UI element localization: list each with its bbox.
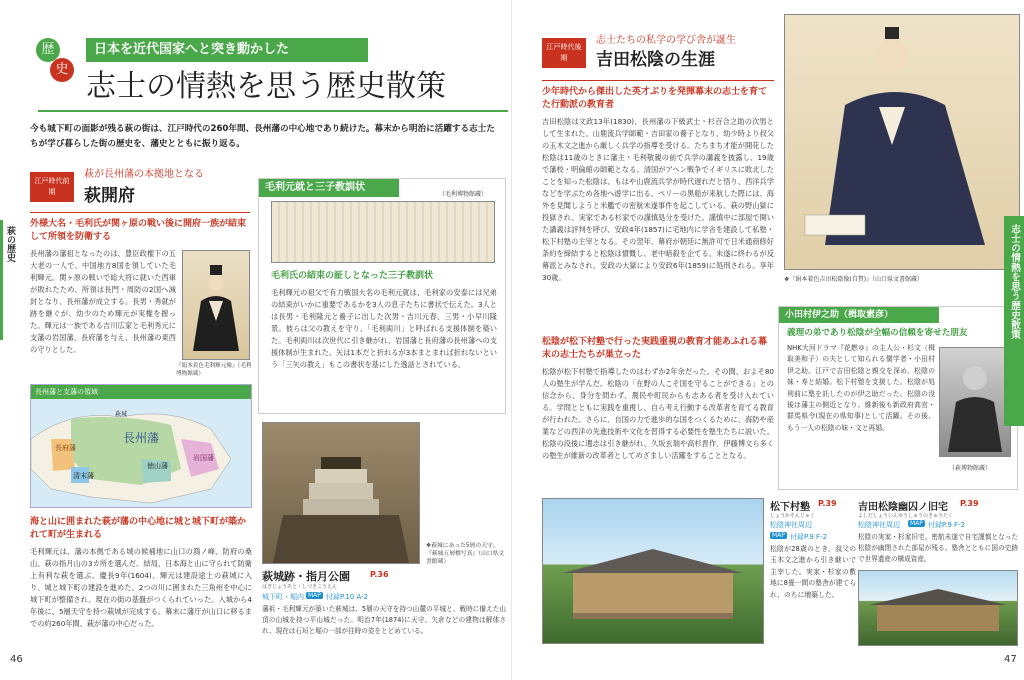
hagi-castle-photo bbox=[262, 422, 420, 564]
sonjuku-photo bbox=[542, 498, 764, 644]
domain-map bbox=[30, 384, 252, 508]
spot1-body: 松陰が28歳のとき、叔父の玉木文之進から引き継いで主宰した。実家・杉家の敷地に8畳一間の塾舎が建てられ、のちに増築した。 bbox=[770, 545, 856, 599]
section2-body: 毛利輝元は、藩の本拠である城の候補地に山口の鴻ノ峰、防府の桑山、萩の指月山の3カ所を選んだ。結局、日本海と山に守られて防衛上有利な萩を選ぶ。慶長9年(1604)、輝元は建設途上の萩城に入り、城と城下町の建設を進めた。2つの川に囲まれた三角州を中心に城下町が整備され、現在の街の基盤がつくられていった。入城から4年後に、5層天守を持つ萩城が完成する。幕末に藩庁が山口に移るまでの約260年間、萩が藩の中心だった。 bbox=[30, 547, 252, 628]
shoin-portrait bbox=[784, 14, 1020, 270]
kyokunjo-image bbox=[271, 201, 495, 263]
map-label-kiyosue: 清末藩 bbox=[73, 472, 94, 480]
spot1-map-pin: MAP bbox=[772, 532, 785, 539]
left-page-number: 46 bbox=[10, 654, 23, 665]
map-label-tokuyama: 徳山藩 bbox=[147, 462, 168, 470]
title-underline bbox=[38, 110, 508, 112]
map-title: 長州藩と支藩の領域 bbox=[31, 385, 251, 399]
section-body: 長州藩の藩祖となったのは、豊臣政権下の五大老の一人で、中国地方8国を領していた毛利輝元。関ヶ原の戦いで総大将に就いた西軍が敗れたため、所領は長門・周防の2国へ減封となり、長州藩が成立する。長男・秀就が跡を継ぐが、幼少のため輝元が実権を握った。輝元は一族である吉川広家と毛利秀元に支藩の岩国藩、長府藩を与え、長州藩の東西の守りとした。 bbox=[30, 249, 176, 354]
spot2-page-link[interactable]: P.39 bbox=[960, 499, 979, 508]
right-divider bbox=[542, 80, 774, 81]
doc-box-caption: （毛利博物館蔵） bbox=[439, 191, 488, 198]
bio-heading: 義理の弟であり松陰が全幅の信頼を寄せた朋友 bbox=[787, 328, 968, 338]
map-label-hagi: 萩城 bbox=[115, 411, 128, 418]
castle-map-ref: 付録P.10 A-2 bbox=[326, 593, 369, 601]
right-s2-heading: 松陰が松下村塾で行った実践重視の教育才能あふれる幕末の志士たちが巣立った bbox=[542, 337, 768, 360]
bio-box bbox=[778, 306, 1018, 490]
spot2-area: 松陰神社周辺 bbox=[858, 521, 900, 529]
right-s1-heading: 少年時代から傑出した英才ぶりを発揮幕末の志士を育てた行動派の教育者 bbox=[542, 87, 768, 110]
map-label-chofu: 長府藩 bbox=[55, 444, 76, 452]
castle-title: 萩城跡・指月公園 bbox=[262, 570, 350, 583]
spot1-map-ref: 付録P.9 F-2 bbox=[790, 533, 828, 541]
section-kicker: 萩が長州藩の本拠地となる bbox=[84, 169, 204, 180]
castle-ruby: はぎじょうあと・しづきこうえん bbox=[262, 584, 338, 590]
doc-body: 毛利輝元の祖父で有力戦国大名の毛利元就は、毛利家の安泰には兄弟の結束がいかに重要であるかを3人の息子たちに書状で伝えた。3人とは長男・毛利隆元と養子に出した次男・吉川元春、三男・小早川隆景。彼らは父の教えを守り、「毛利両川」と呼ばれる支援体制を築いた。毛利両川は次世代に引き継がれ、岩国藩と長府藩の長州藩への支援体制が生まれた。矢は1本だと折れるが3本まとまれば折れないという「三矢の教え」もこの書状を基にした逸話とされている。 bbox=[271, 288, 497, 369]
left-kicker: 日本を近代国家へと突き動かした bbox=[86, 38, 368, 62]
section-heading: 外様大名・毛利氏が関ヶ原の戦い後に開府一族が結束して所領を防衛する bbox=[30, 219, 247, 242]
portrait-caption: 『絹本着色毛利輝元像』（毛利博物館蔵） bbox=[176, 363, 252, 377]
castle-area: 城下町・堀内 bbox=[262, 593, 304, 601]
spot2-ruby: よしだしょういんゆうしゅうのきゅうたく bbox=[858, 513, 954, 519]
right-s2-body: 松陰が松下村塾で指導したのはわずか2年余だった。その間、およそ80人の塾生が学んだ。松陰の「在野の人こそ国を守ることができる」との信念から、身分を問わず、農民や町民からも志ある者を受け入れている。学問とともに実践を重視し、自ら考え行動する改革者を育てる教育が行われた。さらに、自国の力で進歩的な国をつくるために、海防や産業などの西洋の先進技術や文化を習得する必要性を塾生たちに説いた。松陰の没後に遺志は引き継がれ、久坂玄瑞や高杉晋作、伊藤博文ら多くの塾生が維新の改革者としてめざましい活躍をすることとなる。 bbox=[542, 367, 774, 460]
left-side-tab bbox=[0, 220, 16, 340]
castle-body: 藩祖・毛利輝元が築いた萩城は、5層の天守を持つ山麓の平城と、戦時に備えた山頂の山城を持つ平山城だった。明治7年(1874)に天守、矢倉などの建物は解体され、現在は石垣と堀の一部が往時の姿をとどめている。 bbox=[262, 605, 506, 635]
spot2-title: 吉田松陰幽囚ノ旧宅 bbox=[858, 502, 948, 513]
castle-caption: ❖萩城にあった5層の天守。『萩城五層櫓写真』（山口県文書館蔵） bbox=[426, 543, 505, 565]
doc-box-title: 毛利元就と三子教訓状 bbox=[259, 179, 399, 197]
map-label-choshu: 長州藩 bbox=[123, 431, 160, 445]
castle-page-link[interactable]: P.36 bbox=[370, 570, 389, 579]
period-badge: 江戸時代前期 bbox=[30, 172, 74, 202]
spot2-map-ref: 付録P.9 F-2 bbox=[928, 521, 966, 529]
left-side-tab-label: 萩の歴史 bbox=[5, 226, 15, 262]
history-kanji-badge bbox=[36, 38, 74, 100]
bio-caption: （萩博物館蔵） bbox=[949, 465, 992, 472]
odamura-photo bbox=[939, 347, 1011, 457]
section-divider bbox=[30, 212, 250, 213]
bio-title: 小田村伊之助（楫取素彦） bbox=[779, 307, 939, 323]
map-pin: MAP bbox=[308, 592, 321, 599]
spot1-ruby: しょうかそんじゅく bbox=[770, 513, 816, 519]
section-title: 萩開府 bbox=[84, 186, 135, 206]
right-period-badge: 江戸時代後期 bbox=[542, 38, 586, 68]
map-label-iwakuni: 岩国藩 bbox=[193, 454, 214, 462]
spot1-title: 松下村塾 bbox=[770, 502, 810, 513]
kyutaku-photo bbox=[858, 570, 1018, 646]
right-side-tab bbox=[1004, 216, 1024, 426]
right-kicker: 志士たちの私学の学び舎が誕生 bbox=[596, 35, 736, 46]
shoin-caption: ❖『絹本着色吉田松陰像(自賛)』（山口県文書館蔵） bbox=[784, 276, 924, 283]
section2-heading: 海と山に囲まれた萩が藩の中心地に城と城下町が築かれて町が生まれる bbox=[30, 517, 247, 540]
bio-body: NHK大河ドラマ『花燃ゆ』の主人公・杉文（楫取美和子）の夫として知られる儒学者・小田村伊之助。江戸で吉田松陰と親交を深め、松陰の妹・寿と結婚。松下村塾を支援した。松陰が処刑前に塾を託したのが伊之助だった。松陰の没後は藩主の側近となり、維新後も新政府高官・群馬県令(現在の県知事)として活躍。その後、もう一人の松陰の妹・文と再婚。 bbox=[787, 344, 935, 432]
terumoto-portrait bbox=[182, 250, 250, 360]
right-page-number: 47 bbox=[1004, 654, 1017, 665]
left-title: 志士の情熱を思う歴史散策 bbox=[86, 69, 446, 104]
doc-box bbox=[258, 178, 506, 414]
doc-heading: 毛利氏の結束の証しとなった三子教訓状 bbox=[271, 271, 434, 281]
right-s1-body: 吉田松陰は文政13年(1830)、長州藩の下級武士・杉百合之助の次男として生まれた。山鹿流兵学師範・吉田家の養子となり、幼少時より叔父の玉木文之進から厳しく兵学の指導を受ける。たちまち才能が開花した松陰は11歳のときに藩主・毛利敬親の前で兵学の講義を披露し、19歳で藩校・明倫館の師範となる。清国がアヘン戦争でイギリスに敗北したことを知った松陰は、もはや山鹿流兵学が時代遅れだと悟り、西洋兵学などを学ぶため各地へ遊学に出る。ペリーの黒船が来航した際には、海外を見聞しようと米艦での密航未遂事件を起こしている。萩の野山獄に投獄され、実家である杉家での謹慎処分を受けた。謹慎中に部屋で開いた講義は評判を呼び、安政4年(1857)に宅地内に学舎を建設して私塾・松下村塾の主宰となる。その翌年、幕府が朝廷に無許可で日米通商修好条約を締結すると松陰は憤慨し、老中暗殺を企てる。未遂に終わるが反幕派とみなされ、安政の大獄により安政6年(1859)に処刑される。享年30歳。 bbox=[542, 117, 774, 282]
right-title: 吉田松陰の生涯 bbox=[596, 50, 715, 70]
gutter bbox=[511, 0, 512, 680]
spot1-area: 松陰神社周辺 bbox=[770, 521, 812, 529]
spot2-body: 松陰の実家・杉家旧宅。密航未遂で自宅謹慎となった松陰が幽閉された部屋が残る。塾舎とともに国の史跡で世界遺産の構成資産。 bbox=[858, 533, 1018, 563]
spot2-map-pin: MAP bbox=[910, 520, 923, 527]
kanji-reki: 歴 bbox=[36, 38, 60, 62]
left-lead: 今も城下町の面影が残る萩の街は、江戸時代の260年間、長州藩の中心地であり続けた。幕末から明治に活躍する志士たちが学び暮らした街の歴史を、藩史とともに振り返る。 bbox=[30, 124, 495, 149]
right-side-tab-label: 志士の情熱を思う歴史散策 bbox=[1009, 224, 1020, 340]
spot1-page-link[interactable]: P.39 bbox=[818, 499, 837, 508]
kanji-shi: 史 bbox=[50, 58, 74, 82]
right-page bbox=[512, 0, 1024, 680]
